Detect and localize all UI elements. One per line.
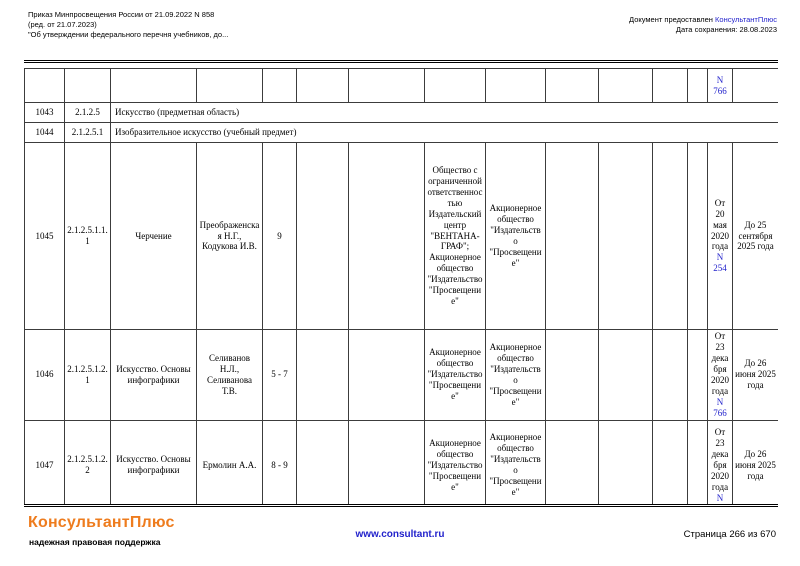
row-code-cell: 2.1.2.5.1.1.1: [65, 143, 111, 330]
consultantplus-logo: КонсультантПлюс: [28, 514, 175, 531]
row-code-cell: 2.1.2.5.1.2.1: [65, 330, 111, 421]
empty-cell: [297, 420, 349, 504]
row-number-cell: 1046: [25, 330, 65, 421]
empty-cell: [599, 69, 653, 103]
table-row-1047: [25, 420, 779, 504]
authors-cell: Преображенская Н.Г., Кодукова И.В.: [197, 143, 263, 330]
provided-by-label: Документ предоставлен: [629, 15, 716, 24]
grades-cell: 5 - 7: [263, 330, 297, 421]
logo-tagline: надежная правовая поддержка: [29, 537, 161, 547]
rights-holder-cell: Акционерное общество "Издательство "Просвещение": [486, 330, 546, 421]
empty-cell: [653, 330, 688, 421]
consultantplus-link[interactable]: КонсультантПлюс: [715, 15, 777, 24]
empty-cell: [599, 143, 653, 330]
doc-title-line-3: "Об утверждении федерального перечня учебников, до...: [28, 29, 229, 39]
textbook-title-cell: Искусство. Основы инфографики: [111, 330, 197, 421]
empty-cell: [688, 69, 708, 103]
empty-cell: [599, 420, 653, 504]
empty-cell: [297, 69, 349, 103]
row-number-cell: 1044: [25, 123, 65, 143]
order-number-link[interactable]: N 254: [713, 252, 727, 274]
row-number-cell: 1045: [25, 143, 65, 330]
empty-cell: [653, 69, 688, 103]
page-number-label: Страница 266 из 670: [683, 529, 776, 540]
row-code-cell: 2.1.2.5.1: [65, 123, 111, 143]
row-number-cell: 1043: [25, 103, 65, 123]
empty-cell: [297, 143, 349, 330]
row-code-cell: 2.1.2.5: [65, 103, 111, 123]
order-number-link[interactable]: N 766: [713, 396, 727, 418]
header-separator-rule: [24, 60, 778, 63]
valid-until-cell: До 25 сентября 2025 года: [733, 143, 779, 330]
order-date-cell: [708, 143, 733, 330]
table-row-1045: [25, 143, 779, 330]
empty-cell: [546, 330, 599, 421]
empty-cell: [688, 420, 708, 504]
order-number-link[interactable]: N 766: [713, 74, 727, 96]
order-date-text: От 20 мая 2020 года: [711, 197, 729, 252]
order-date-text: От 23 декабря 2020 года: [711, 426, 729, 492]
empty-cell: [688, 143, 708, 330]
order-number-link[interactable]: N: [716, 492, 724, 503]
empty-cell: [599, 330, 653, 421]
grades-cell: 9: [263, 143, 297, 330]
textbook-title-cell: Черчение: [111, 143, 197, 330]
empty-cell: [653, 420, 688, 504]
empty-cell: [263, 69, 297, 103]
empty-cell: [349, 143, 425, 330]
doc-title-line-1: Приказ Минпросвещения России от 21.09.2022 N 858: [28, 10, 215, 19]
empty-cell: [688, 330, 708, 421]
table-row-1043: [25, 103, 779, 123]
table-row-carryover: [25, 69, 779, 103]
empty-cell: [25, 69, 65, 103]
authors-cell: Селиванов Н.Л., Селиванова Т.В.: [197, 330, 263, 421]
save-date-label: Дата сохранения: 28.08.2023: [675, 25, 777, 35]
empty-cell: [546, 420, 599, 504]
provided-by-line: [629, 15, 777, 25]
textbook-table: [24, 68, 778, 504]
document-provider-info: [629, 15, 777, 35]
row-number-cell: 1047: [25, 420, 65, 504]
empty-cell: [297, 330, 349, 421]
section-title-cell: Изобразительное искусство (учебный предмет): [111, 123, 779, 143]
empty-cell: [733, 69, 779, 103]
empty-cell: [546, 143, 599, 330]
row-code-cell: 2.1.2.5.1.2.2: [65, 420, 111, 504]
consultant-url-link[interactable]: www.consultant.ru: [355, 529, 445, 540]
textbook-table-container: [24, 68, 778, 504]
order-number-cell: [708, 69, 733, 103]
empty-cell: [349, 420, 425, 504]
authors-cell: Ермолин А.А.: [197, 420, 263, 504]
publisher-cell: Общество с ограниченной ответственностью Издательский центр "ВЕНТАНА-ГРАФ"; Акционерное общество "Издательство "Просвещение": [425, 143, 486, 330]
empty-cell: [349, 330, 425, 421]
order-date-cell: [708, 420, 733, 504]
order-date-cell: [708, 330, 733, 421]
empty-cell: [653, 143, 688, 330]
document-header-info: [28, 10, 228, 39]
publisher-cell: Акционерное общество "Издательство "Просвещение": [425, 420, 486, 504]
valid-until-cell: До 26 июня 2025 года: [733, 420, 779, 504]
empty-cell: [349, 69, 425, 103]
valid-until-cell: До 26 июня 2025 года: [733, 330, 779, 421]
section-title-cell: Искусство (предметная область): [111, 103, 779, 123]
empty-cell: [197, 69, 263, 103]
table-row-1046: [25, 330, 779, 421]
empty-cell: [65, 69, 111, 103]
order-date-text: От 23 декабря 2020 года: [711, 331, 729, 396]
empty-cell: [486, 69, 546, 103]
rights-holder-cell: Акционерное общество "Издательство "Просвещение": [486, 420, 546, 504]
empty-cell: [111, 69, 197, 103]
footer-separator-rule: [24, 504, 778, 507]
empty-cell: [546, 69, 599, 103]
textbook-title-cell: Искусство. Основы инфографики: [111, 420, 197, 504]
publisher-cell: Акционерное общество "Издательство "Просвещение": [425, 330, 486, 421]
table-row-1044: [25, 123, 779, 143]
empty-cell: [425, 69, 486, 103]
grades-cell: 8 - 9: [263, 420, 297, 504]
rights-holder-cell: Акционерное общество "Издательство "Просвещение": [486, 143, 546, 330]
doc-title-line-2: (ред. от 21.07.2023): [28, 19, 97, 29]
